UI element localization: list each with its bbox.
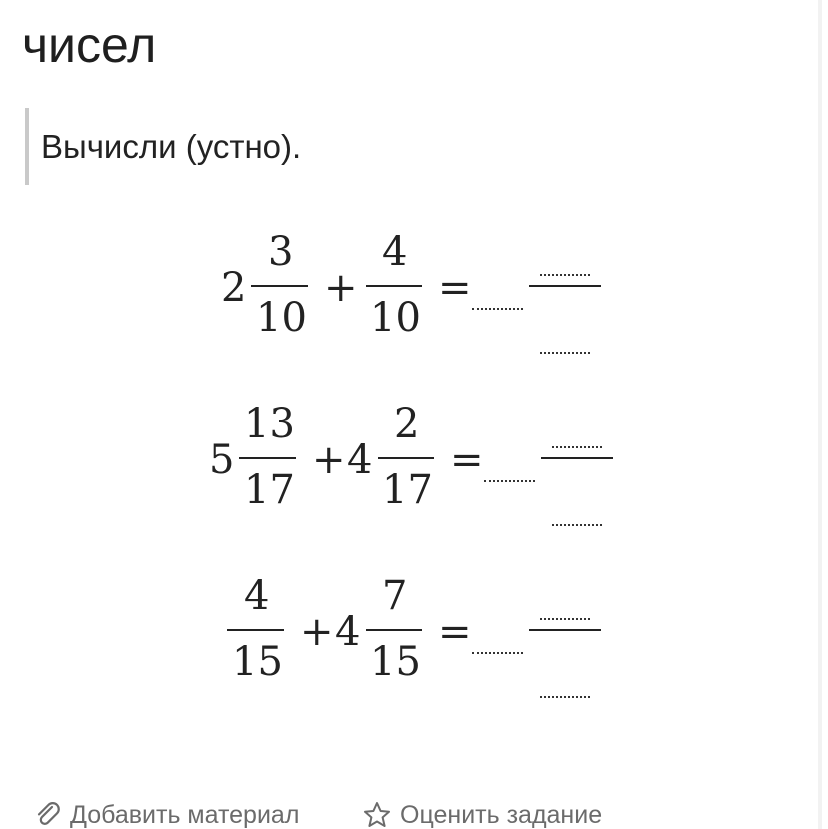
left-denominator: 15	[232, 639, 283, 685]
answer-numerator-blank[interactable]	[540, 618, 590, 620]
right-fraction-bar	[366, 285, 422, 287]
left-whole: 5	[209, 437, 235, 483]
right-whole: 4	[335, 609, 361, 655]
page-title: чисел	[22, 17, 157, 73]
left-fraction-bar	[227, 629, 284, 631]
right-numerator: 4	[382, 229, 408, 275]
right-denominator: 17	[382, 467, 433, 513]
exercise-3	[0, 566, 828, 686]
answer-numerator-blank[interactable]	[540, 274, 590, 276]
operator: +	[324, 265, 358, 311]
left-numerator: 4	[244, 573, 270, 619]
right-denominator: 15	[370, 639, 421, 685]
answer-whole-blank[interactable]	[484, 480, 535, 482]
star-icon	[362, 800, 392, 829]
right-fraction-bar	[378, 457, 434, 459]
answer-denominator-blank[interactable]	[540, 352, 590, 354]
equals-sign: =	[438, 265, 472, 311]
left-numerator: 13	[244, 401, 295, 447]
answer-whole-blank[interactable]	[472, 308, 523, 310]
exercise-2	[0, 394, 828, 514]
answer-whole-blank[interactable]	[472, 652, 523, 654]
left-whole: 2	[221, 265, 247, 311]
right-numerator: 2	[394, 401, 420, 447]
task-instruction: Вычисли (устно).	[25, 108, 301, 185]
exercise-1	[0, 222, 828, 342]
left-denominator: 17	[244, 467, 295, 513]
left-fraction-bar	[239, 457, 296, 459]
right-numerator: 7	[382, 573, 408, 619]
operator: +	[300, 609, 334, 655]
answer-denominator-blank[interactable]	[552, 524, 602, 526]
rate-task-label: Оценить задание	[400, 800, 603, 829]
add-material-label: Добавить материал	[70, 800, 300, 829]
equals-sign: =	[438, 609, 472, 655]
equals-sign: =	[450, 437, 484, 483]
operator: +	[312, 437, 346, 483]
paperclip-icon	[34, 801, 62, 829]
left-denominator: 10	[256, 295, 307, 341]
add-material-button[interactable]	[34, 798, 299, 829]
left-fraction-bar	[251, 285, 308, 287]
answer-denominator-blank[interactable]	[540, 696, 590, 698]
rate-task-button[interactable]	[362, 798, 602, 829]
right-denominator: 10	[370, 295, 421, 341]
right-whole: 4	[347, 437, 373, 483]
answer-fraction-bar	[529, 285, 601, 287]
answer-fraction-bar	[529, 629, 601, 631]
left-numerator: 3	[268, 229, 294, 275]
answer-fraction-bar	[541, 457, 613, 459]
answer-numerator-blank[interactable]	[552, 446, 602, 448]
right-fraction-bar	[366, 629, 422, 631]
